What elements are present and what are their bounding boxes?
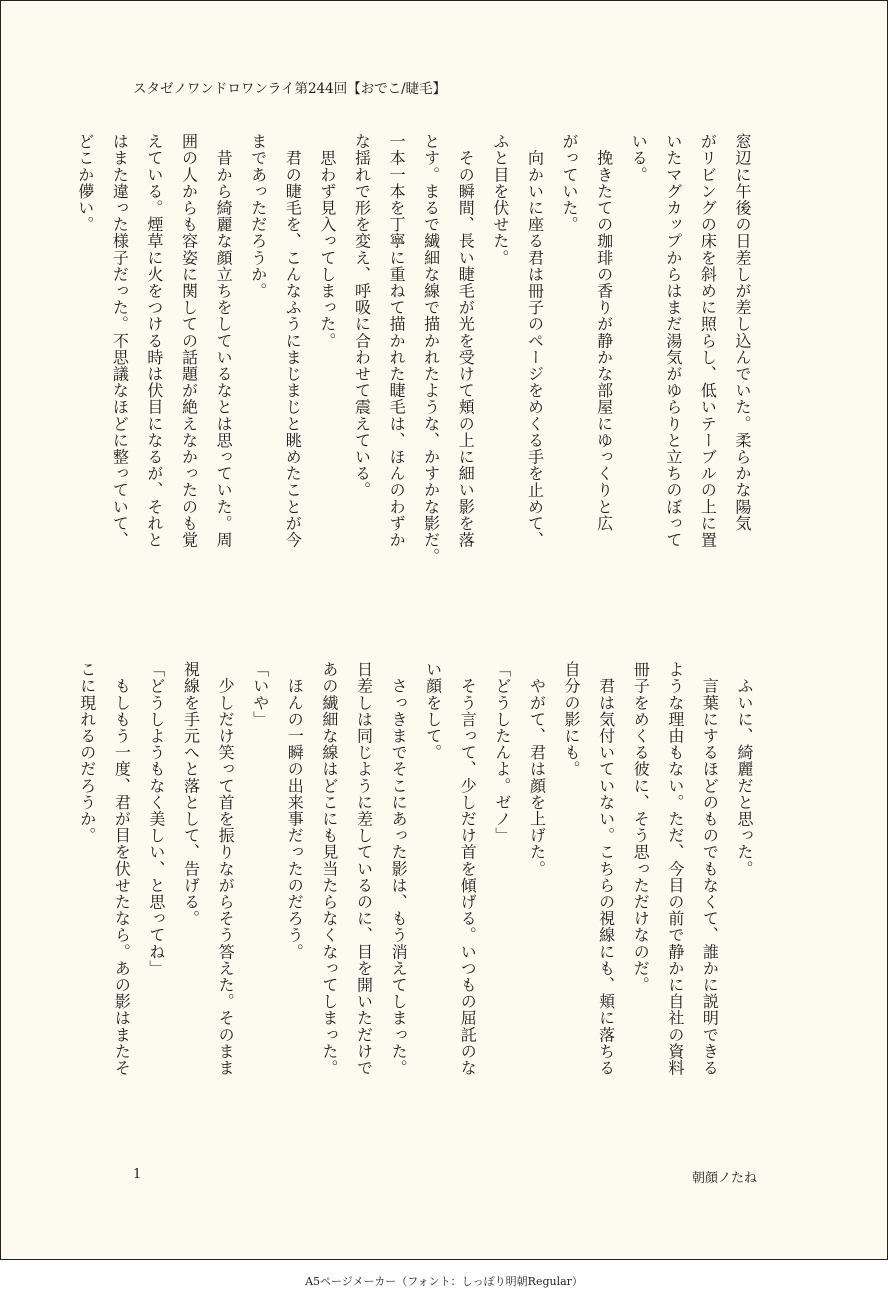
page-title: スタゼノワンドロワンライ第244回【おでこ/睫毛】 (133, 81, 447, 97)
paragraph: 少しだけ笑って首を振りながらそう答えた。そのまま 視線を手元へと落として、告げる。 (181, 661, 236, 1076)
paragraph: 言葉にするほどのものでもなくて、誰かに説明できる ような理由もない。ただ、今目の前で静かに自社の資料 冊子をめくる彼に、そう思っただけなのだ。 (631, 661, 720, 1076)
dialogue-line: 「どうしようもなく美しい、と思ってね」 (146, 661, 166, 977)
paragraph: 思わず見入ってしまった。 (317, 133, 337, 349)
dialogue-line: 「いや」 (250, 661, 270, 728)
paragraph: ほんの一瞬の出来事だったのだろう。 (285, 661, 305, 960)
paragraph: 挽きたての珈琲の香りが静かな部屋にゆっくりと広 がっていた。 (560, 133, 614, 532)
paragraph: 向かいに座る君は冊子のページをめくる手を止めて、 ふと目を伏せた。 (490, 133, 545, 548)
paragraph: その瞬間、長い睫毛が光を受けて頬の上に細い影を落 とす。まるで繊細な線で描かれたような、かすかな影だ。 一本一本を丁寧に重ねて描かれた睫毛は、ほんのわずか な揺れで形を変え、呼吸に合わせて震えている。 (352, 133, 476, 565)
paragraph: そう言って、少しだけ首を傾げる。いつもの屈託のな い顔をして。 (423, 661, 478, 1076)
paragraph: 君は気付いていない。こちらの視線にも、頬に落ちる 自分の影にも。 (562, 661, 616, 1076)
text-block-bottom (69, 661, 761, 1141)
paragraph: ふいに、綺麗だと思った。 (735, 661, 754, 877)
dialogue-line: 「どうしたんよ。ゼノ」 (492, 661, 512, 844)
paragraph: もしもう一度、君が目を伏せたなら。あの影はまたそ こに現れるのだろうか。 (77, 661, 132, 1076)
paragraph: 君の睫毛を、こんなふうにまじまじと眺めたことが今 まであっただろうか。 (248, 133, 303, 548)
text-block-top (67, 133, 759, 609)
author-name: 朝顔ノたね (691, 1171, 757, 1186)
paragraph: さっきまでそこにあった影は、もう消えてしまった。 日差しは同じように差しているのに、目を開いただけで あの繊細な線はどこにも見当たらなくなってしまった。 (319, 661, 409, 1076)
paragraph: 昔から綺麗な顔立ちをしているなとは思っていた。周 囲の人からも容姿に関しての話題が絶えなかったのも覚 えている。煙草に火をつける時は伏目になるが、それと はまた違った様子だった。不思議なほどに整っていて、 どこか儚い。 (75, 133, 234, 548)
paragraph: 窓辺に午後の日差しが差し込んでいた。柔らかな陽気 がリビングの床を斜めに照らし、低いテーブルの上に置 いたマグカップからはまだ湯気がゆらりと立ちのぼって いる。 (629, 133, 752, 548)
paragraph: やがて、君は顔を上げた。 (527, 661, 547, 877)
page-number: 1 (133, 1167, 142, 1182)
generator-caption: A5ページメーカー（フォント：しっぽり明朝Regular） (305, 1275, 583, 1288)
